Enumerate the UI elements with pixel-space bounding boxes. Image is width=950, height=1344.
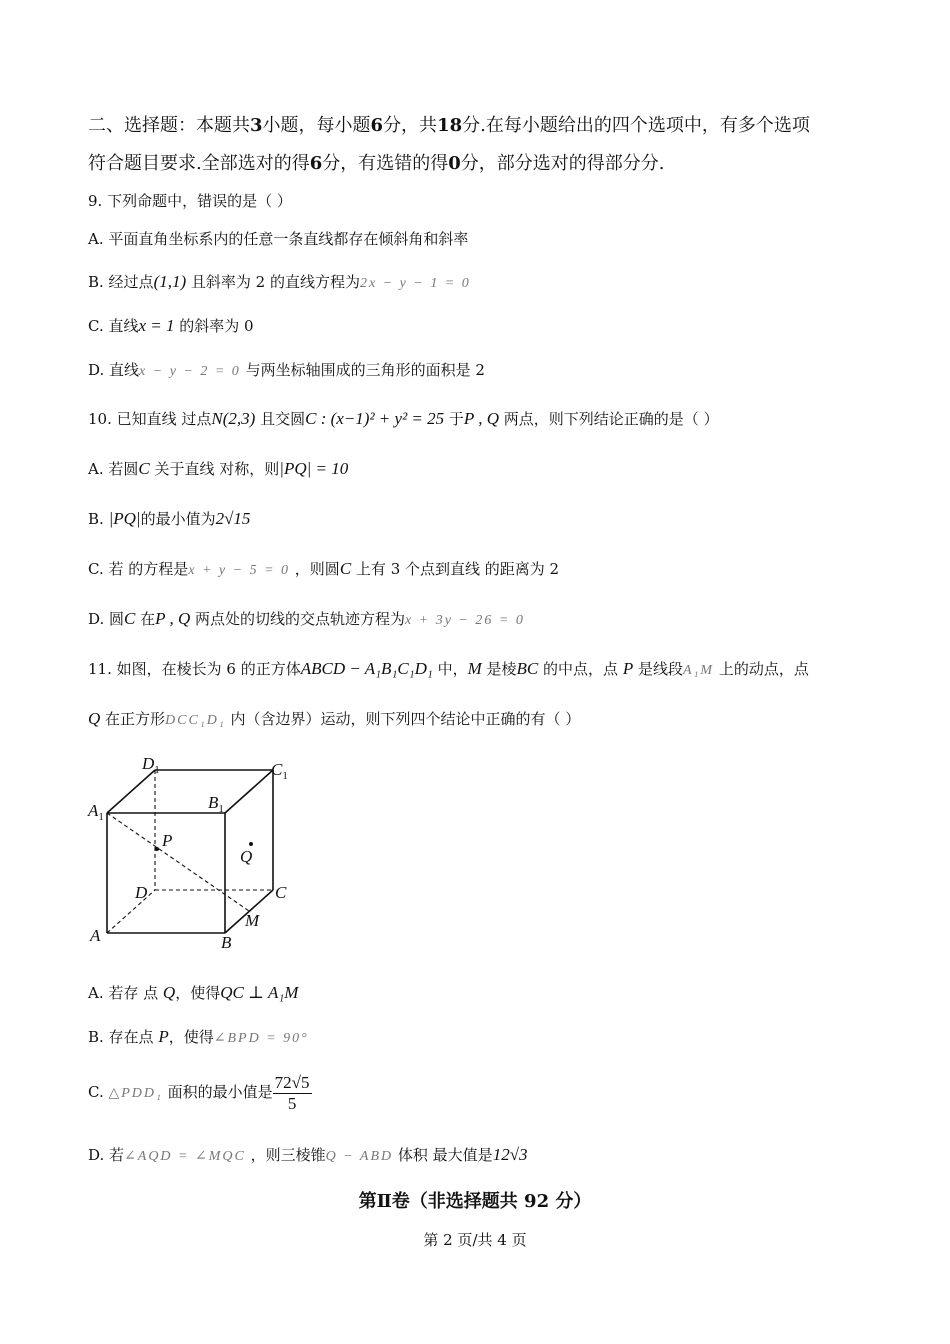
q11-option-d: D. 若∠AQD = ∠MQC ，则三棱锥Q − ABD 体积 最大值是12√3 (88, 1145, 528, 1164)
edge-A1-D1 (107, 770, 155, 813)
page-footer: 第 2 页/共 4 页 (423, 1231, 527, 1249)
q10-option-c: C. 若 的方程是x + y − 5 = 0 ，则圆C 上有 3 个点到直线 的距离为 2 (88, 559, 560, 578)
point-P (155, 847, 159, 851)
segment-A1-M (107, 813, 249, 911)
q9-option-a: A. 平面直角坐标系内的任意一条直线都存在倾斜角和斜率 (88, 230, 469, 248)
q10-option-a: A. 若圆C 关于直线 对称，则|PQ| = 10 (88, 459, 349, 478)
q11-option-c: C. △PDD₁ 面积的最小值是 $\frac{72√5}{5}$ (88, 1072, 310, 1113)
label-A: A (90, 926, 101, 945)
label-A1: $A_1$ (88, 801, 104, 823)
q9-option-d: D. 直线x − y − 2 = 0 与两坐标轴围成的三角形的面积是 2 (88, 361, 485, 379)
edge-A-D (107, 890, 155, 933)
label-B1: $B_1$ (208, 793, 224, 815)
label-B: B (221, 933, 232, 952)
section-header-line-2: 符合题目要求.全部选对的得6分，有选错的得0分，部分选对的得部分分. (88, 153, 665, 174)
q11-option-a: A. 若存 点 Q，使得QC ⊥ A₁M (88, 983, 299, 1002)
label-D: D (135, 883, 148, 902)
label-M: M (245, 911, 260, 930)
fraction-72sqrt5-over-5: $\frac{72√5}{5}$ (274, 1072, 310, 1113)
point-Q (249, 842, 253, 846)
q11-stem-line-2: Q 在正方形DCC₁D₁ 内（含边界）运动，则下列四个结论中正确的有（ ） (88, 709, 581, 728)
q11-stem-line-1: 11. 如图，在棱长为 6 的正方体ABCD − A₁B₁C₁D₁ 中，M 是棱BC 的中点，点 P 是线段A₁M 上的动点，点 (88, 659, 809, 678)
q10-option-b: B. |PQ|的最小值为2√15 (88, 509, 251, 528)
label-C1: $C_1$ (271, 760, 288, 782)
label-C: C (275, 883, 287, 902)
label-D1: $D_1$ (142, 754, 160, 776)
label-P: P (162, 831, 173, 850)
section-header-line-1: 二、选择题：本题共3小题，每小题6分，共18分.在每小题给出的四个选项中，有多个选项 (88, 115, 810, 136)
q10-option-d: D. 圆C 在P , Q 两点处的切线的交点轨迹方程为x + 3y − 26 = 0 (88, 609, 525, 628)
q10-stem: 10. 已知直线 过点N(2,3) 且交圆C : (x−1)² + y² = 25 于P , Q 两点，则下列结论正确的是（ ） (88, 409, 719, 428)
label-Q: Q (240, 847, 253, 866)
edge-B1-C1 (225, 770, 273, 813)
q11-option-b: B. 存在点 P，使得∠BPD = 90° (88, 1027, 309, 1046)
cube-figure (82, 752, 302, 952)
q9-option-b: B. 经过点(1,1) 且斜率为 2 的直线方程为2x − y − 1 = 0 (88, 272, 471, 291)
part-two-heading: 第Ⅱ卷（非选择题共 92 分） (358, 1191, 592, 1212)
q9-stem: 9. 下列命题中，错误的是（ ） (88, 192, 292, 210)
q9-option-c: C. 直线x = 1 的斜率为 0 (88, 316, 254, 335)
